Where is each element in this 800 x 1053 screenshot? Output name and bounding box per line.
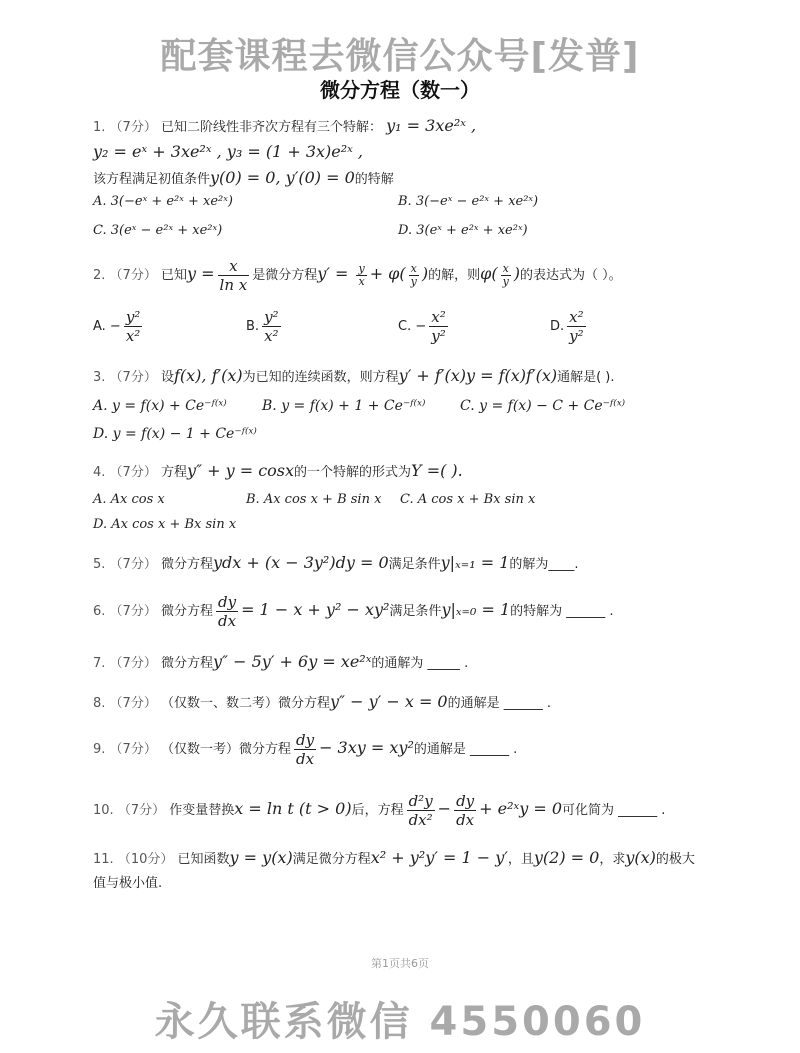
option-b: B. $\frac{\text{y²}}{\text{x²}}$ — [246, 308, 279, 345]
math-expression: y = y(x) — [229, 848, 293, 867]
question-text: 的通解是 ______ . — [413, 742, 518, 757]
math-expression: x² + y²y′ = 1 − y′ — [370, 848, 508, 867]
option-a: A. 3(−eˣ + e²ˣ + xe²ˣ) — [93, 194, 233, 209]
question-points: （7分） — [109, 604, 157, 619]
option-c: C. A cos x + Bx sin x — [400, 492, 536, 507]
math-expression: + e²ˣy = 0 — [479, 799, 563, 818]
math-expression: f(x), f′(x) — [173, 366, 243, 385]
question-text: 的解，则 — [428, 268, 481, 283]
question-text: 的极大 — [655, 852, 695, 867]
question-text: 满足条件 — [388, 557, 441, 572]
question-points: （7分） — [109, 120, 157, 135]
question-number: 7. — [93, 656, 106, 671]
question-text: 已知 — [160, 268, 187, 283]
fraction: $\frac{x}{\text{ln x}}$ — [219, 257, 248, 294]
option-a: A. − $\frac{\text{y²}}{\text{x²}}$ — [93, 308, 141, 345]
question-number: 6. — [93, 604, 106, 619]
question-text: 的一个特解的形式为 — [294, 465, 412, 480]
question-10: 10. （7分） 作变量替换x = ln t (t > 0)后，方程 $\frac{\text{d²y}}{\text{dx²}}$ − $\frac{dy}{dx}$ + e²ˣy = 0可化简为 ______ . — [93, 792, 666, 829]
math-expression: y₁ = 3xe²ˣ , — [386, 116, 477, 135]
math-expression: − 3xy = xy² — [319, 738, 414, 757]
option-d: D. y = f(x) − 1 + Ce⁻ᶠ⁽ˣ⁾ — [93, 426, 257, 442]
question-text: 的通解为 _____ . — [371, 656, 469, 671]
question-text: 可化简为 ______ . — [562, 803, 666, 818]
math-expression: ydx + (x − 3y²)dy = 0 — [212, 553, 389, 572]
question-text: 设 — [160, 370, 174, 385]
math-expression: = 1 − x + y² − xy² — [241, 600, 390, 619]
question-text: ，且 — [507, 852, 534, 867]
question-5 — [93, 551, 733, 577]
watermark-top: 配套课程去微信公众号[发普] — [160, 36, 640, 77]
option-d: D. 3(eˣ + e²ˣ + xe²ˣ) — [398, 223, 528, 238]
page-footer: 第1页共6页 — [371, 957, 429, 970]
page-title: 微分方程（数一） — [320, 78, 480, 102]
option-c: C. − $\frac{\text{x²}}{\text{y²}}$ — [398, 308, 446, 345]
option-b: B. Ax cos x + B sin x — [246, 492, 382, 507]
question-points: （7分） — [109, 696, 157, 711]
question-text: 微分方程 — [160, 604, 213, 619]
option-c: C. 3(eˣ − e²ˣ + xe²ˣ) — [93, 223, 223, 238]
question-text: （仅数一、数二考）微分方程 — [160, 696, 330, 711]
question-text: 为已知的连续函数，则方程 — [242, 370, 399, 385]
question-number: 9. — [93, 742, 106, 757]
question-number: 4. — [93, 465, 106, 480]
question-number: 11. — [93, 852, 114, 867]
question-4 — [93, 459, 733, 485]
question-text: 作变量替换 — [169, 803, 235, 818]
question-6: 6. （7分） 微分方程 $\frac{dy}{dx}$ = 1 − x + y² − xy²满足条件y|ₓ₌₀ = 1的特解为 ______ . — [93, 593, 614, 630]
question-text: 的特解 — [354, 172, 394, 187]
question-number: 1. — [93, 120, 106, 135]
question-points: （7分） — [109, 557, 157, 572]
question-text: 方程 — [160, 465, 187, 480]
question-points: （7分） — [117, 803, 166, 818]
question-text: 满足微分方程 — [292, 852, 371, 867]
question-text: 的表达式为（ ）。 — [520, 268, 622, 283]
math-expression: y(0) = 0, y′(0) = 0 — [210, 168, 355, 187]
question-text: 微分方程 — [160, 656, 213, 671]
option-a: A. y = f(x) + Ce⁻ᶠ⁽ˣ⁾ — [93, 398, 227, 414]
option-c: C. y = f(x) − C + Ce⁻ᶠ⁽ˣ⁾ — [460, 398, 626, 414]
math-expression: y(x) — [625, 848, 656, 867]
question-7 — [93, 650, 733, 676]
question-3 — [93, 364, 733, 390]
question-8 — [93, 690, 733, 716]
math-expression: y₂ = eˣ + 3xe²ˣ , y₃ = (1 + 3x)e²ˣ , — [93, 142, 363, 161]
option-b: B. 3(−eˣ − e²ˣ + xe²ˣ) — [398, 194, 539, 209]
question-text: 已知二阶线性非齐次方程有三个特解： — [160, 120, 382, 135]
question-9: 9. （7分） （仅数一考）微分方程 $\frac{dy}{dx}$ − 3xy = xy²的通解是 ______ . — [93, 731, 518, 768]
question-number: 2. — [93, 268, 106, 283]
question-text: 已知函数 — [177, 852, 230, 867]
option-b: B. y = f(x) + 1 + Ce⁻ᶠ⁽ˣ⁾ — [262, 398, 426, 414]
question-1 — [93, 114, 733, 192]
question-text: 是微分方程 — [252, 268, 318, 283]
math-expression: Y =( ). — [411, 461, 463, 480]
question-points: （7分） — [109, 656, 157, 671]
question-number: 10. — [93, 803, 114, 818]
math-expression: x = ln t (t > 0) — [234, 799, 352, 818]
question-text: ，求 — [599, 852, 626, 867]
question-text: 微分方程 — [160, 557, 213, 572]
question-11 — [93, 846, 733, 896]
question-points: （10分） — [117, 852, 174, 867]
question-2: 2. （7分） 已知y = $\frac{x}{\text{ln x}}$ 是微分方程y′ = $\frac{y}{x}$ + φ( $\frac{x}{y}$ )的解，则φ( $\frac{x}{y}$ )的表达式为（ ）。 — [93, 257, 622, 294]
watermark-bottom: 永久联系微信 4550060 — [154, 999, 646, 1045]
question-text: 的解为____. — [509, 557, 579, 572]
question-text: 的通解是 ______ . — [447, 696, 552, 711]
math-expression: y|ₓ₌₁ = 1 — [440, 553, 510, 572]
question-number: 5. — [93, 557, 106, 572]
option-d: D. Ax cos x + Bx sin x — [93, 517, 237, 532]
question-number: 8. — [93, 696, 106, 711]
question-points: （7分） — [109, 268, 157, 283]
option-a: A. Ax cos x — [93, 492, 165, 507]
option-d: D. $\frac{\text{x²}}{\text{y²}}$ — [550, 308, 584, 345]
math-expression: y|ₓ₌₀ = 1 — [441, 600, 511, 619]
question-points: （7分） — [109, 742, 157, 757]
question-text: 后，方程 — [351, 803, 404, 818]
question-text: 通解是( ). — [557, 370, 615, 385]
question-text: 值与极小值. — [93, 876, 163, 891]
math-expression: y″ − y′ − x = 0 — [329, 692, 448, 711]
math-expression: y″ − 5y′ + 6y = xe²ˣ — [212, 652, 372, 671]
math-expression: y″ + y = cosx — [186, 461, 295, 480]
question-points: （7分） — [109, 465, 157, 480]
question-text: 满足条件 — [389, 604, 442, 619]
math-expression: y′ + f′(x)y = f(x)f′(x) — [398, 366, 558, 385]
question-text: 该方程满足初值条件 — [93, 172, 211, 187]
question-points: （7分） — [109, 370, 157, 385]
math-expression: y(2) = 0 — [533, 848, 600, 867]
question-text: （仅数一考）微分方程 — [160, 742, 291, 757]
question-text: 的特解为 ______ . — [510, 604, 614, 619]
question-number: 3. — [93, 370, 106, 385]
